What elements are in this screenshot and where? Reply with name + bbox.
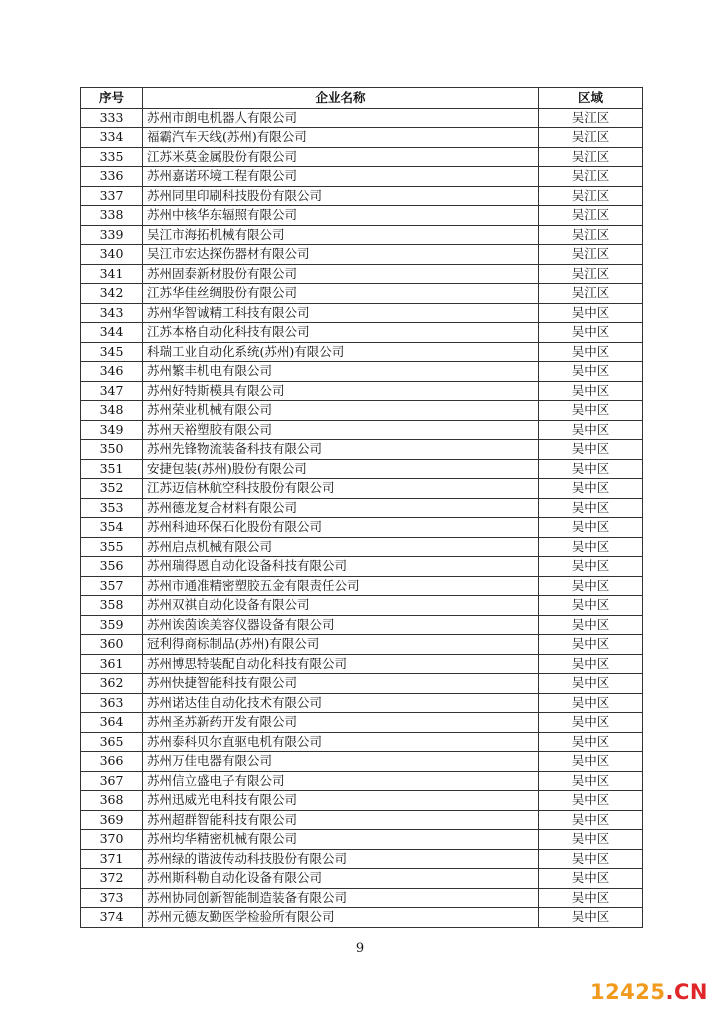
row-serial-number: 340 — [81, 245, 143, 265]
row-serial-number: 351 — [81, 459, 143, 479]
row-serial-number: 373 — [81, 888, 143, 908]
row-serial-number: 370 — [81, 830, 143, 850]
table-row — [81, 752, 643, 772]
row-district: 吴中区 — [539, 635, 643, 655]
row-serial-number: 343 — [81, 303, 143, 323]
row-district: 吴江区 — [539, 245, 643, 265]
row-company-name: 苏州繁丰机电有限公司 — [143, 362, 539, 382]
row-serial-number: 360 — [81, 635, 143, 655]
row-company-name: 苏州嘉诺环境工程有限公司 — [143, 167, 539, 187]
row-company-name: 苏州均华精密机械有限公司 — [143, 830, 539, 850]
row-district: 吴中区 — [539, 401, 643, 421]
table-row — [81, 284, 643, 304]
row-district: 吴中区 — [539, 557, 643, 577]
table-header-row — [81, 88, 643, 109]
row-serial-number: 358 — [81, 596, 143, 616]
row-serial-number: 357 — [81, 576, 143, 596]
row-company-name: 苏州博思特装配自动化科技有限公司 — [143, 654, 539, 674]
table-row — [81, 303, 643, 323]
header-company-name: 企业名称 — [143, 88, 539, 109]
header-serial-number: 序号 — [81, 88, 143, 109]
row-district: 吴中区 — [539, 908, 643, 928]
table-row — [81, 810, 643, 830]
table-row — [81, 888, 643, 908]
table-row — [81, 635, 643, 655]
table-row — [81, 576, 643, 596]
row-company-name: 苏州市通准精密塑胶五金有限责任公司 — [143, 576, 539, 596]
table-row — [81, 479, 643, 499]
row-company-name: 苏州绿的谐波传动科技股份有限公司 — [143, 849, 539, 869]
row-company-name: 江苏本格自动化科技有限公司 — [143, 323, 539, 343]
row-district: 吴中区 — [539, 342, 643, 362]
row-company-name: 苏州中核华东辐照有限公司 — [143, 206, 539, 226]
row-district: 吴江区 — [539, 284, 643, 304]
row-district: 吴中区 — [539, 713, 643, 733]
row-district: 吴中区 — [539, 362, 643, 382]
watermark-dot: . — [665, 980, 674, 1004]
table-row — [81, 401, 643, 421]
row-company-name: 苏州迅威光电科技有限公司 — [143, 791, 539, 811]
table-row — [81, 869, 643, 889]
row-serial-number: 348 — [81, 401, 143, 421]
table-row — [81, 674, 643, 694]
row-serial-number: 337 — [81, 186, 143, 206]
table-row — [81, 245, 643, 265]
row-district: 吴中区 — [539, 420, 643, 440]
row-company-name: 苏州荣业机械有限公司 — [143, 401, 539, 421]
table-row — [81, 225, 643, 245]
row-district: 吴中区 — [539, 849, 643, 869]
table-row — [81, 128, 643, 148]
row-company-name: 科瑞工业自动化系统(苏州)有限公司 — [143, 342, 539, 362]
row-district: 吴江区 — [539, 264, 643, 284]
table-row — [81, 342, 643, 362]
row-district: 吴江区 — [539, 167, 643, 187]
row-serial-number: 345 — [81, 342, 143, 362]
row-company-name: 江苏米莫金属股份有限公司 — [143, 147, 539, 167]
row-district: 吴中区 — [539, 381, 643, 401]
row-district: 吴江区 — [539, 206, 643, 226]
table-row — [81, 537, 643, 557]
page-number: 9 — [355, 941, 365, 956]
row-company-name: 苏州超群智能科技有限公司 — [143, 810, 539, 830]
row-serial-number: 364 — [81, 713, 143, 733]
row-company-name: 苏州万佳电器有限公司 — [143, 752, 539, 772]
row-company-name: 苏州科迪环保石化股份有限公司 — [143, 518, 539, 538]
table-row — [81, 108, 643, 128]
table-row — [81, 713, 643, 733]
row-serial-number: 366 — [81, 752, 143, 772]
row-serial-number: 374 — [81, 908, 143, 928]
table-row — [81, 498, 643, 518]
table-row — [81, 596, 643, 616]
watermark-suffix: CN — [674, 980, 708, 1004]
row-company-name: 苏州瑞得恩自动化设备科技有限公司 — [143, 557, 539, 577]
row-company-name: 福霸汽车天线(苏州)有限公司 — [143, 128, 539, 148]
table-row — [81, 732, 643, 752]
row-serial-number: 362 — [81, 674, 143, 694]
row-serial-number: 363 — [81, 693, 143, 713]
table-body — [81, 108, 643, 927]
row-serial-number: 361 — [81, 654, 143, 674]
row-district: 吴中区 — [539, 615, 643, 635]
row-serial-number: 338 — [81, 206, 143, 226]
row-serial-number: 353 — [81, 498, 143, 518]
row-serial-number: 352 — [81, 479, 143, 499]
row-district: 吴江区 — [539, 108, 643, 128]
table-row — [81, 615, 643, 635]
table-row — [81, 771, 643, 791]
table-row — [81, 693, 643, 713]
table-row — [81, 908, 643, 928]
row-district: 吴江区 — [539, 128, 643, 148]
row-company-name: 江苏华佳丝绸股份有限公司 — [143, 284, 539, 304]
row-serial-number: 354 — [81, 518, 143, 538]
row-serial-number: 371 — [81, 849, 143, 869]
row-serial-number: 349 — [81, 420, 143, 440]
row-company-name: 苏州信立盛电子有限公司 — [143, 771, 539, 791]
row-district: 吴中区 — [539, 479, 643, 499]
row-company-name: 苏州先锋物流装备科技有限公司 — [143, 440, 539, 460]
row-company-name: 苏州同里印刷科技股份有限公司 — [143, 186, 539, 206]
row-company-name: 苏州圣苏新药开发有限公司 — [143, 713, 539, 733]
table-row — [81, 459, 643, 479]
row-district: 吴江区 — [539, 225, 643, 245]
row-company-name: 苏州诶茵诶美容仪器设备有限公司 — [143, 615, 539, 635]
row-company-name: 苏州启点机械有限公司 — [143, 537, 539, 557]
row-serial-number: 347 — [81, 381, 143, 401]
table-row — [81, 791, 643, 811]
row-company-name: 安捷包装(苏州)股份有限公司 — [143, 459, 539, 479]
row-district: 吴中区 — [539, 869, 643, 889]
row-serial-number: 365 — [81, 732, 143, 752]
row-serial-number: 333 — [81, 108, 143, 128]
row-serial-number: 336 — [81, 167, 143, 187]
row-company-name: 苏州诺达佳自动化技术有限公司 — [143, 693, 539, 713]
row-company-name: 苏州斯科勒自动化设备有限公司 — [143, 869, 539, 889]
row-district: 吴中区 — [539, 771, 643, 791]
row-serial-number: 335 — [81, 147, 143, 167]
site-watermark-logo — [590, 980, 708, 1004]
row-serial-number: 334 — [81, 128, 143, 148]
table-row — [81, 147, 643, 167]
table-row — [81, 440, 643, 460]
row-company-name: 江苏迈信林航空科技股份有限公司 — [143, 479, 539, 499]
row-company-name: 苏州天裕塑胶有限公司 — [143, 420, 539, 440]
row-company-name: 冠利得商标制品(苏州)有限公司 — [143, 635, 539, 655]
row-district: 吴中区 — [539, 303, 643, 323]
row-serial-number: 346 — [81, 362, 143, 382]
table-row — [81, 381, 643, 401]
row-company-name: 苏州元德友勤医学检验所有限公司 — [143, 908, 539, 928]
table-row — [81, 362, 643, 382]
row-district: 吴中区 — [539, 693, 643, 713]
row-district: 吴中区 — [539, 752, 643, 772]
row-district: 吴中区 — [539, 810, 643, 830]
row-serial-number: 355 — [81, 537, 143, 557]
row-serial-number: 350 — [81, 440, 143, 460]
row-company-name: 苏州德龙复合材料有限公司 — [143, 498, 539, 518]
row-company-name: 吴江市宏达探伤器材有限公司 — [143, 245, 539, 265]
table-row — [81, 264, 643, 284]
row-serial-number: 372 — [81, 869, 143, 889]
row-serial-number: 342 — [81, 284, 143, 304]
row-district: 吴中区 — [539, 674, 643, 694]
row-district: 吴中区 — [539, 791, 643, 811]
row-serial-number: 368 — [81, 791, 143, 811]
row-district: 吴中区 — [539, 323, 643, 343]
row-company-name: 苏州双祺自动化设备有限公司 — [143, 596, 539, 616]
row-district: 吴中区 — [539, 596, 643, 616]
row-district: 吴中区 — [539, 830, 643, 850]
table-row — [81, 849, 643, 869]
header-district: 区域 — [539, 88, 643, 109]
row-company-name: 苏州快捷智能科技有限公司 — [143, 674, 539, 694]
row-district: 吴中区 — [539, 459, 643, 479]
table-row — [81, 654, 643, 674]
company-table — [80, 87, 643, 928]
row-company-name: 苏州固泰新材股份有限公司 — [143, 264, 539, 284]
row-company-name: 苏州泰科贝尔直驱电机有限公司 — [143, 732, 539, 752]
row-district: 吴中区 — [539, 518, 643, 538]
row-serial-number: 344 — [81, 323, 143, 343]
row-company-name: 苏州市朗电机器人有限公司 — [143, 108, 539, 128]
table-row — [81, 420, 643, 440]
row-company-name: 苏州华智诚精工科技有限公司 — [143, 303, 539, 323]
table-row — [81, 167, 643, 187]
watermark-number: 12425 — [589, 980, 666, 1004]
row-serial-number: 339 — [81, 225, 143, 245]
table-row — [81, 830, 643, 850]
row-company-name: 苏州协同创新智能制造装备有限公司 — [143, 888, 539, 908]
table-row — [81, 186, 643, 206]
table-row — [81, 206, 643, 226]
row-district: 吴中区 — [539, 732, 643, 752]
row-district: 吴中区 — [539, 654, 643, 674]
table-row — [81, 323, 643, 343]
table-row — [81, 518, 643, 538]
row-district: 吴江区 — [539, 147, 643, 167]
row-serial-number: 369 — [81, 810, 143, 830]
row-district: 吴中区 — [539, 440, 643, 460]
row-serial-number: 356 — [81, 557, 143, 577]
row-district: 吴中区 — [539, 498, 643, 518]
row-serial-number: 367 — [81, 771, 143, 791]
row-district: 吴中区 — [539, 537, 643, 557]
row-company-name: 吴江市海拓机械有限公司 — [143, 225, 539, 245]
table-row — [81, 557, 643, 577]
row-district: 吴江区 — [539, 186, 643, 206]
row-district: 吴中区 — [539, 888, 643, 908]
row-serial-number: 341 — [81, 264, 143, 284]
row-district: 吴中区 — [539, 576, 643, 596]
row-serial-number: 359 — [81, 615, 143, 635]
row-company-name: 苏州好特斯模具有限公司 — [143, 381, 539, 401]
